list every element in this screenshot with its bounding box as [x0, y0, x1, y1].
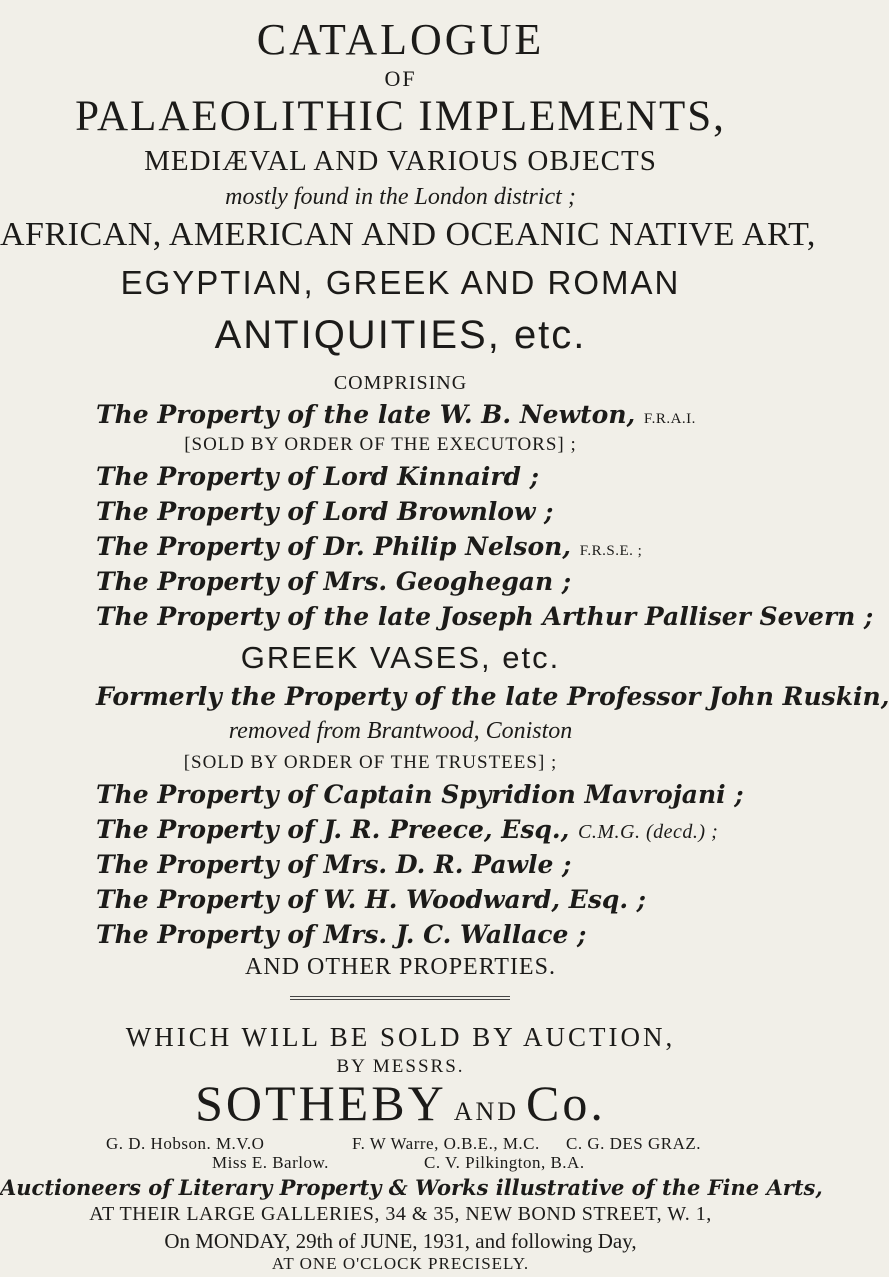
- partner-pilkington: C. V. Pilkington, B.A.: [424, 1153, 585, 1172]
- property-mavrojani: The Property of Captain Spyridion Mavrojani ;: [96, 780, 744, 809]
- antiquities-heading: ANTIQUITIES, etc.: [214, 313, 587, 357]
- property-nelson: The Property of Dr. Philip Nelson, F.R.S.E. ;: [96, 532, 643, 561]
- sale-time: AT ONE O'CLOCK PRECISELY.: [271, 1254, 530, 1273]
- medieval-heading: MEDIÆVAL AND VARIOUS OBJECTS: [144, 145, 657, 177]
- galleries-address: AT THEIR LARGE GALLERIES, 34 & 35, NEW BOND STREET, W. 1,: [89, 1203, 712, 1225]
- property-geoghegan: The Property of Mrs. Geoghegan ;: [96, 567, 572, 596]
- partner-warre: F. W Warre, O.B.E., M.C.: [352, 1134, 540, 1153]
- brantwood-line: removed from Brantwood, Coniston: [228, 718, 573, 744]
- sold-by-auction: WHICH WILL BE SOLD BY AUCTION,: [125, 1022, 676, 1052]
- property-kinnaird: The Property of Lord Kinnaird ;: [96, 462, 539, 491]
- of-label: OF: [384, 66, 417, 91]
- ruskin-line: Formerly the Property of the late Professor John Ruskin,: [96, 682, 889, 711]
- partner-hobson: G. D. Hobson. M.V.O: [106, 1134, 265, 1153]
- mostly-found-line: mostly found in the London district ;: [225, 184, 576, 210]
- trustees-note: [SOLD BY ORDER OF THE TRUSTEES] ;: [183, 752, 558, 773]
- sale-date: On MONDAY, 29th of JUNE, 1931, and following Day,: [164, 1229, 637, 1253]
- by-messrs: BY MESSRS.: [336, 1056, 465, 1077]
- egyptian-heading: EGYPTIAN, GREEK AND ROMAN: [120, 264, 681, 301]
- property-newton: The Property of the late W. B. Newton, F.R.A.I.: [96, 400, 696, 429]
- other-properties: AND OTHER PROPERTIES.: [245, 954, 556, 980]
- property-severn: The Property of the late Joseph Arthur Palliser Severn ;: [96, 602, 874, 631]
- divider-rule: [290, 996, 510, 997]
- partner-des-graz: C. G. DES GRAZ.: [566, 1134, 702, 1153]
- catalogue-heading: CATALOGUE: [256, 15, 545, 64]
- property-wallace: The Property of Mrs. J. C. Wallace ;: [96, 920, 587, 949]
- comprising-label: COMPRISING: [333, 372, 468, 394]
- property-preece: The Property of J. R. Preece, Esq., C.M.G. (decd.) ;: [96, 815, 719, 844]
- property-pawle: The Property of Mrs. D. R. Pawle ;: [96, 850, 572, 879]
- partner-barlow: Miss E. Barlow.: [212, 1153, 329, 1172]
- divider-rule-double: [290, 999, 510, 1000]
- palaeolithic-heading: PALAEOLITHIC IMPLEMENTS,: [75, 93, 726, 140]
- greek-vases-heading: GREEK VASES, etc.: [240, 640, 561, 675]
- firm-name: SOTHEBY AND Co.: [195, 1075, 606, 1131]
- property-woodward: The Property of W. H. Woodward, Esq. ;: [96, 885, 647, 914]
- auctioneers-line: Auctioneers of Literary Property & Works illustrative of the Fine Arts,: [0, 1175, 823, 1200]
- property-brownlow: The Property of Lord Brownlow ;: [96, 497, 554, 526]
- executors-note: [SOLD BY ORDER OF THE EXECUTORS] ;: [184, 434, 577, 455]
- african-heading: AFRICAN, AMERICAN AND OCEANIC NATIVE ART,: [0, 216, 816, 253]
